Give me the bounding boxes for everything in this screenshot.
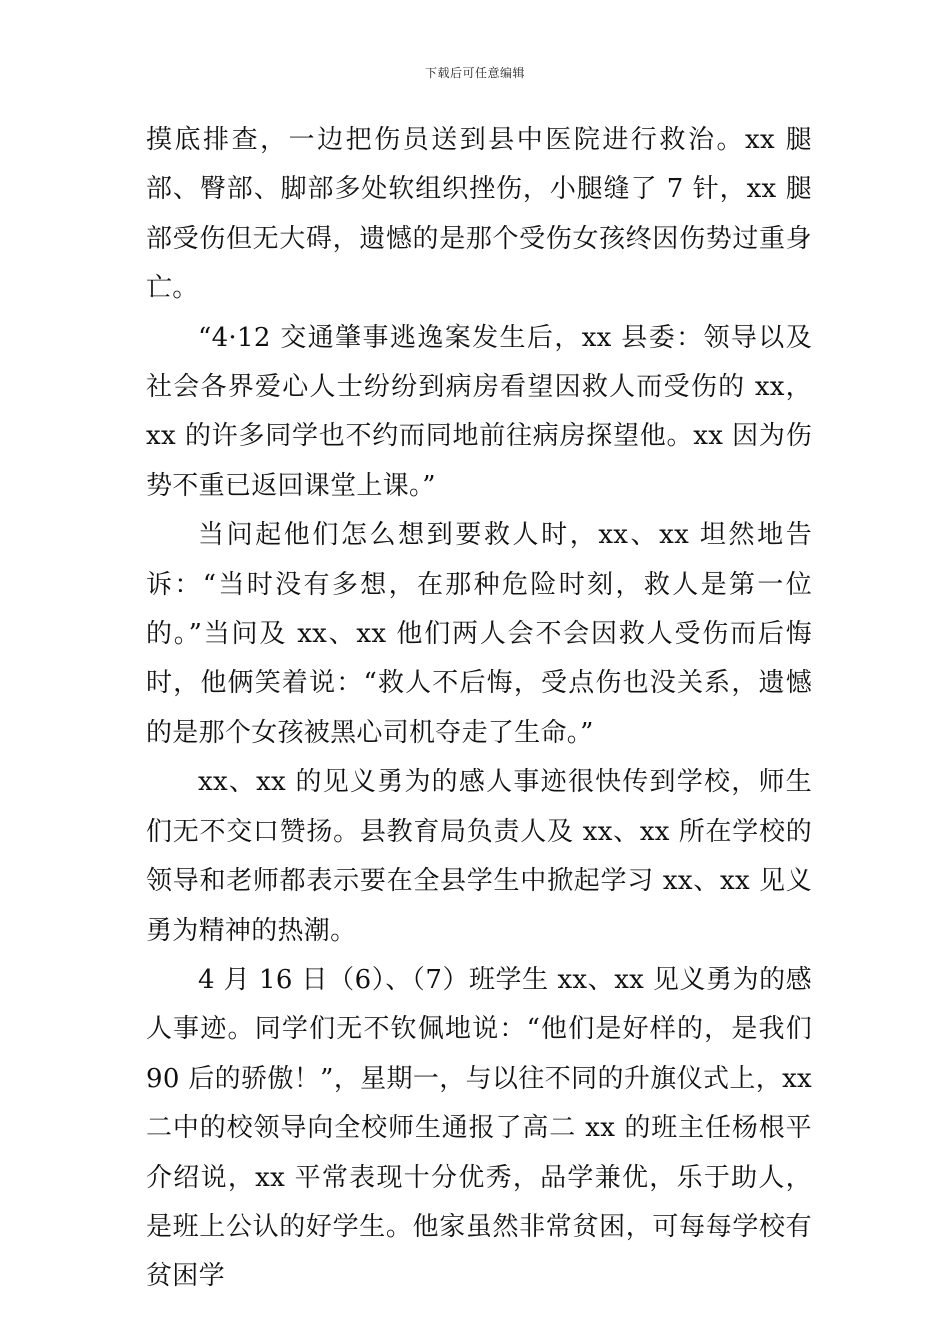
page-header: 下载后可任意编辑: [424, 66, 525, 80]
paragraph-2: “4·12 交通肇事逃逸案发生后，xx 县委：领导以及社会各界爱心人士纷纷到病房看望因救人而受伤的 xx，xx 的许多同学也不约而同地前往病房探望他。xx 因为伤势不重已返回课堂上课。”: [146, 322, 812, 501]
paragraph-4: xx、xx 的见义勇为的感人事迹很快传到学校，师生们无不交口赞扬。县教育局负责人及 xx、xx 所在学校的领导和老师都表示要在全县学生中掀起学习 xx、xx 见义勇为精神的热潮。: [146, 767, 812, 946]
paragraph-5: 4 月 16 日（6）、（7）班学生 xx、xx 见义勇为的感人事迹。同学们无不钦佩地说：“他们是好样的，是我们 90 后的骄傲！”，星期一，与以往不同的升旗仪式上，xx 二中的校领导向全校师生通报了高二 xx 的班主任杨根平介绍说，xx 平常表现十分优秀，品学兼优，乐于助人，是班上公认的好学生。他家虽然非常贫困，可每每学校有贫困学: [146, 964, 812, 1292]
document-body: [146, 116, 812, 1302]
paragraph-1: 摸底排查，一边把伤员送到县中医院进行救治。xx 腿部、臀部、脚部多处软组织挫伤，小腿缝了 7 针，xx 腿部受伤但无大碍，遗憾的是那个受伤女孩终因伤势过重身亡。: [146, 125, 812, 304]
paragraph-3: 当问起他们怎么想到要救人时，xx、xx 坦然地告诉：“当时没有多想，在那种危险时刻，救人是第一位的。”当问及 xx、xx 他们两人会不会因救人受伤而后悔时，他俩笑着说：“救人不后悔，受点伤也没关系，遗憾的是那个女孩被黑心司机夺走了生命。”: [146, 520, 812, 748]
